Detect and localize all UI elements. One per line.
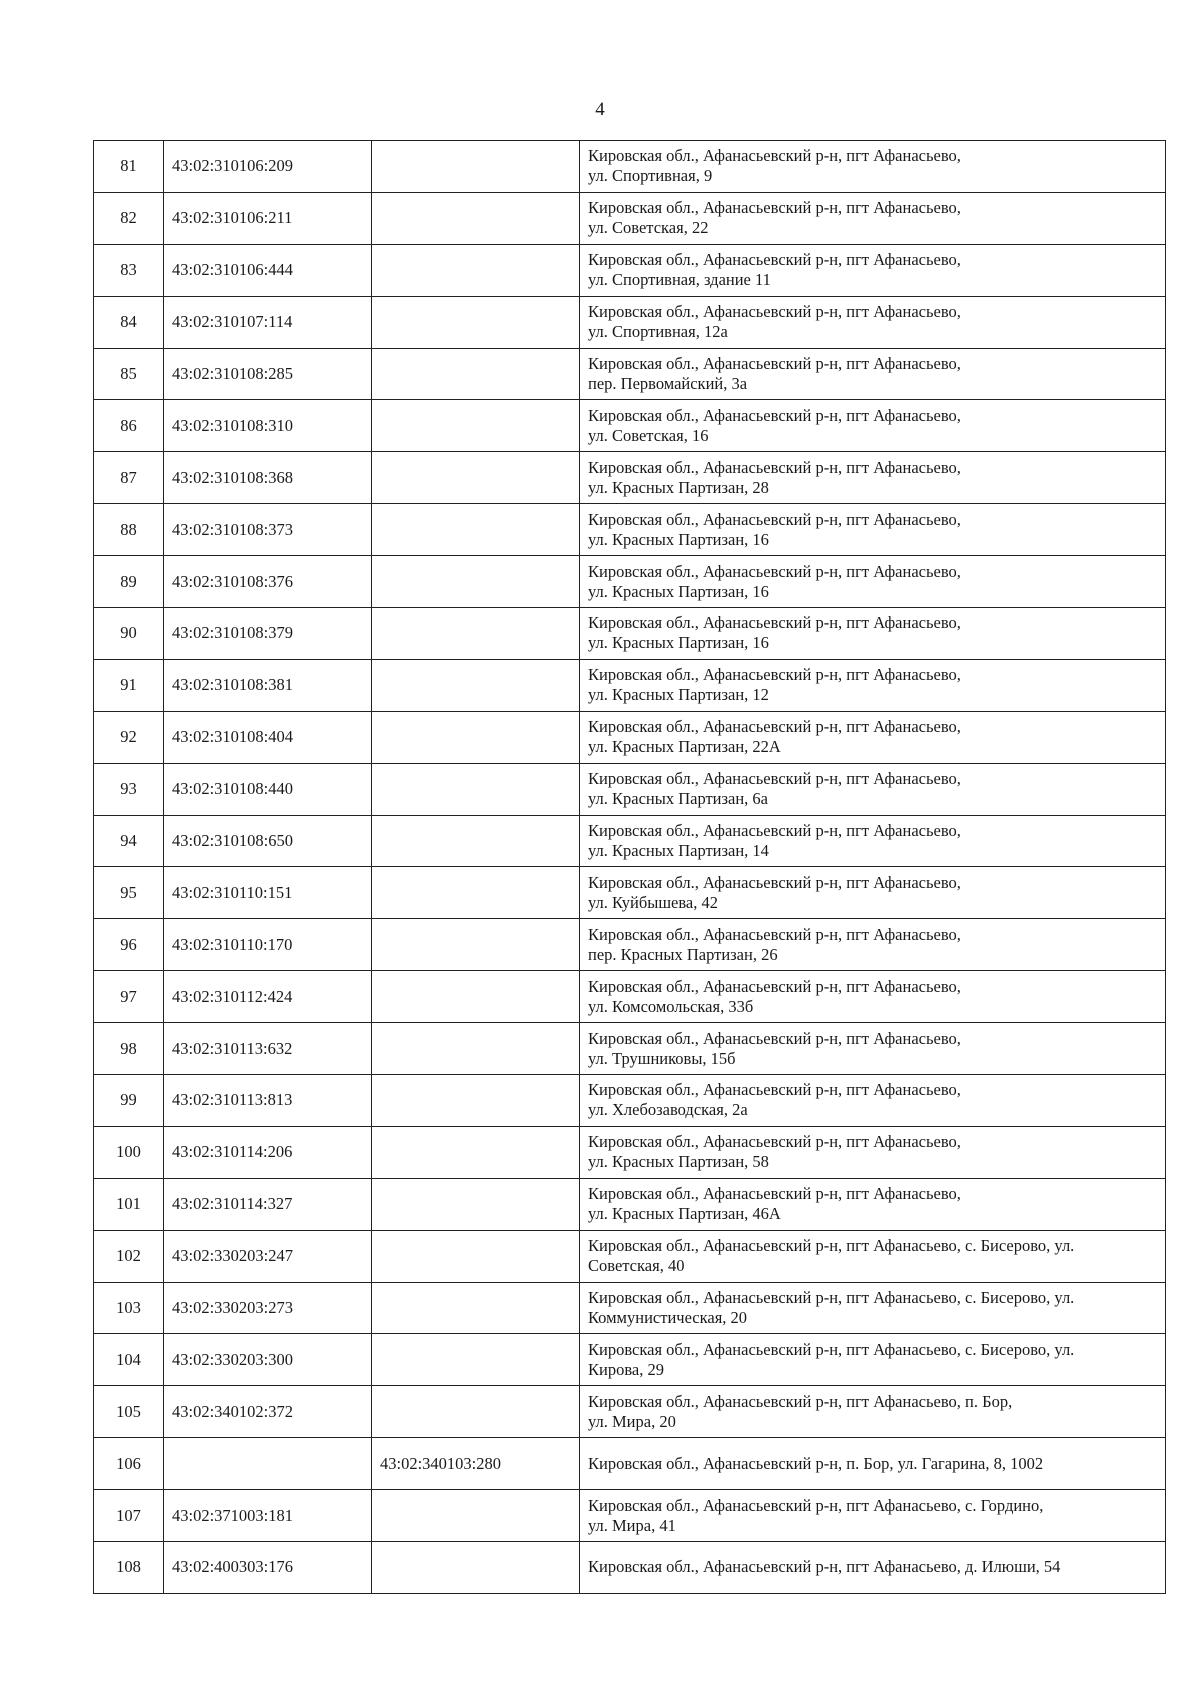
address-line: Советская, 40 [588,1256,685,1276]
row-number-cell: 83 [94,244,164,296]
address-line: ул. Хлебозаводская, 2а [588,1100,748,1120]
row-number-cell: 99 [94,1075,164,1127]
cadastral-number-cell [164,1438,372,1490]
table-row [94,1075,1166,1127]
address-line: пер. Первомайский, 3а [588,374,748,393]
address-line: ул. Мира, 41 [588,1515,676,1535]
table-row [94,296,1166,348]
cadastral-number-cell: 43:02:310106:211 [164,192,372,244]
table-row [94,1230,1166,1282]
secondary-cadastral-number-cell [372,1334,580,1386]
cadastral-number-cell: 43:02:310114:206 [164,1126,372,1178]
address-line: Кировская обл., Афанасьевский р-н, пгт Афанасьево, [588,146,961,166]
cadastral-number-cell: 43:02:310108:310 [164,400,372,452]
cadastral-number-cell: 43:02:310108:650 [164,815,372,867]
secondary-cadastral-number-cell [372,1178,580,1230]
row-number-cell: 108 [94,1542,164,1594]
address-cell [580,1178,1166,1230]
cadastral-number-cell: 43:02:310114:327 [164,1178,372,1230]
row-number-cell: 103 [94,1282,164,1334]
table-row [94,244,1166,296]
address-cell [580,1023,1166,1075]
address-line: ул. Красных Партизан, 58 [588,1152,769,1172]
table-row [94,192,1166,244]
cadastral-number-cell: 43:02:310106:444 [164,244,372,296]
registry-table [93,140,1166,1594]
cadastral-number-cell: 43:02:400303:176 [164,1542,372,1594]
address-line: Кировская обл., Афанасьевский р-н, пгт Афанасьево, с. Бисерово, ул. [588,1236,1075,1256]
address-line: Кировская обл., Афанасьевский р-н, пгт Афанасьево, [588,354,961,373]
address-cell [580,919,1166,971]
table-row [94,1438,1166,1490]
row-number-cell: 86 [94,400,164,452]
table-row [94,400,1166,452]
address-cell [580,1282,1166,1334]
table-row [94,1282,1166,1334]
address-line: ул. Куйбышева, 42 [588,892,719,912]
row-number-cell: 89 [94,556,164,608]
row-number-cell: 100 [94,1126,164,1178]
row-number-cell: 104 [94,1334,164,1386]
table-row [94,348,1166,400]
row-number-cell: 87 [94,452,164,504]
address-line: Коммунистическая, 20 [588,1308,748,1328]
address-cell [580,244,1166,296]
address-cell [580,1438,1166,1490]
secondary-cadastral-number-cell [372,1126,580,1178]
address-line: Кировская обл., Афанасьевский р-н, пгт Афанасьево, [588,1184,961,1204]
address-cell [580,815,1166,867]
secondary-cadastral-number-cell [372,1023,580,1075]
table-row [94,1126,1166,1178]
address-line: ул. Красных Партизан, 6а [588,789,769,809]
address-line: ул. Спортивная, 12а [588,322,728,342]
cadastral-number-cell: 43:02:371003:181 [164,1490,372,1542]
address-line: ул. Красных Партизан, 46А [588,1204,781,1224]
address-cell [580,1126,1166,1178]
table-row [94,1023,1166,1075]
secondary-cadastral-number-cell [372,763,580,815]
cadastral-number-cell: 43:02:330203:273 [164,1282,372,1334]
secondary-cadastral-number-cell [372,711,580,763]
address-line: ул. Красных Партизан, 16 [588,633,769,653]
address-line: Кировская обл., Афанасьевский р-н, пгт Афанасьево, [588,717,961,737]
address-line: Кировская обл., Афанасьевский р-н, пгт Афанасьево, [588,509,961,529]
secondary-cadastral-number-cell [372,244,580,296]
address-line: ул. Красных Партизан, 22А [588,737,781,757]
row-number-cell: 96 [94,919,164,971]
table-row [94,659,1166,711]
table-row [94,867,1166,919]
table-row [94,1542,1166,1594]
secondary-cadastral-number-cell [372,608,580,660]
table-row [94,1334,1166,1386]
address-cell [580,1490,1166,1542]
address-cell [580,1386,1166,1438]
address-cell [580,1334,1166,1386]
table-row [94,763,1166,815]
address-line: Кировская обл., Афанасьевский р-н, пгт Афанасьево, [588,924,961,944]
address-line: Кировская обл., Афанасьевский р-н, пгт Афанасьево, с. Бисерово, ул. [588,1339,1075,1359]
address-line: Кировская обл., Афанасьевский р-н, пгт Афанасьево, [588,561,961,581]
secondary-cadastral-number-cell [372,504,580,556]
row-number-cell: 97 [94,971,164,1023]
cadastral-number-cell: 43:02:310108:379 [164,608,372,660]
row-number-cell: 94 [94,815,164,867]
address-cell [580,296,1166,348]
address-cell [580,763,1166,815]
table-row [94,452,1166,504]
secondary-cadastral-number-cell [372,1230,580,1282]
address-cell [580,348,1166,400]
table-row [94,1490,1166,1542]
cadastral-number-cell: 43:02:310110:170 [164,919,372,971]
address-line: Кировская обл., Афанасьевский р-н, пгт Афанасьево, [588,976,961,996]
address-line: Кировская обл., Афанасьевский р-н, пгт Афанасьево, [588,405,961,425]
table-row [94,1178,1166,1230]
address-line: Кировская обл., Афанасьевский р-н, пгт Афанасьево, [588,302,961,322]
registry-table-body [94,141,1166,1594]
row-number-cell: 82 [94,192,164,244]
cadastral-number-cell: 43:02:310108:404 [164,711,372,763]
secondary-cadastral-number-cell [372,192,580,244]
address-cell [580,192,1166,244]
address-cell [580,1075,1166,1127]
address-line: Кировская обл., Афанасьевский р-н, пгт Афанасьево, [588,1132,961,1152]
row-number-cell: 85 [94,348,164,400]
address-cell [580,867,1166,919]
address-line: Кировская обл., Афанасьевский р-н, пгт Афанасьево, п. Бор, [588,1391,1013,1411]
address-line: Кировская обл., Афанасьевский р-н, п. Бор, ул. Гагарина, 8, 1002 [588,1453,1044,1473]
cadastral-number-cell: 43:02:310108:373 [164,504,372,556]
address-cell [580,556,1166,608]
row-number-cell: 101 [94,1178,164,1230]
address-line: Кировская обл., Афанасьевский р-н, пгт Афанасьево, [588,1028,961,1048]
cadastral-number-cell: 43:02:310106:209 [164,141,372,193]
cadastral-number-cell: 43:02:330203:300 [164,1334,372,1386]
cadastral-number-cell: 43:02:310108:285 [164,348,372,400]
cadastral-number-cell: 43:02:310108:440 [164,763,372,815]
address-line: Кировская обл., Афанасьевский р-н, пгт Афанасьево, [588,1080,961,1100]
table-row [94,504,1166,556]
table-row [94,919,1166,971]
row-number-cell: 81 [94,141,164,193]
address-line: Кировская обл., Афанасьевский р-н, пгт Афанасьево, д. Илюши, 54 [588,1557,1061,1577]
secondary-cadastral-number-cell [372,556,580,608]
address-line: ул. Трушниковы, 15б [588,1048,736,1068]
address-line: ул. Красных Партизан, 12 [588,685,769,705]
address-cell [580,1230,1166,1282]
address-cell [580,971,1166,1023]
secondary-cadastral-number-cell [372,1386,580,1438]
address-line: Кировская обл., Афанасьевский р-н, пгт Афанасьево, с. Бисерово, ул. [588,1288,1075,1308]
cadastral-number-cell: 43:02:330203:247 [164,1230,372,1282]
cadastral-number-cell: 43:02:340102:372 [164,1386,372,1438]
table-row [94,711,1166,763]
cadastral-number-cell: 43:02:310113:632 [164,1023,372,1075]
secondary-cadastral-number-cell [372,659,580,711]
cadastral-number-cell: 43:02:310110:151 [164,867,372,919]
cadastral-number-cell: 43:02:310108:381 [164,659,372,711]
secondary-cadastral-number-cell [372,1542,580,1594]
address-cell [580,608,1166,660]
row-number-cell: 88 [94,504,164,556]
cadastral-number-cell: 43:02:310112:424 [164,971,372,1023]
address-line: Кировская обл., Афанасьевский р-н, пгт Афанасьево, [588,457,961,477]
address-line: ул. Мира, 20 [588,1411,676,1431]
page-number: 4 [595,99,605,120]
address-cell [580,659,1166,711]
address-line: ул. Красных Партизан, 16 [588,581,769,601]
secondary-cadastral-number-cell [372,971,580,1023]
secondary-cadastral-number-cell [372,1075,580,1127]
table-row [94,1386,1166,1438]
row-number-cell: 106 [94,1438,164,1490]
row-number-cell: 105 [94,1386,164,1438]
address-line: Кировская обл., Афанасьевский р-н, пгт Афанасьево, [588,769,961,789]
address-line: Кирова, 29 [588,1359,664,1379]
row-number-cell: 92 [94,711,164,763]
secondary-cadastral-number-cell [372,296,580,348]
cadastral-number-cell: 43:02:310107:114 [164,296,372,348]
secondary-cadastral-number-cell [372,400,580,452]
address-line: Кировская обл., Афанасьевский р-н, пгт Афанасьево, с. Гордино, [588,1495,1044,1515]
address-line: ул. Спортивная, 9 [588,166,713,186]
secondary-cadastral-number-cell [372,1490,580,1542]
address-cell [580,1542,1166,1594]
address-line: ул. Советская, 16 [588,425,709,445]
secondary-cadastral-number-cell [372,452,580,504]
address-line: Кировская обл., Афанасьевский р-н, пгт Афанасьево, [588,872,961,892]
secondary-cadastral-number-cell [372,815,580,867]
row-number-cell: 98 [94,1023,164,1075]
address-line: Кировская обл., Афанасьевский р-н, пгт Афанасьево, [588,613,961,633]
cadastral-number-cell: 43:02:310108:376 [164,556,372,608]
table-row [94,556,1166,608]
table-row [94,608,1166,660]
row-number-cell: 84 [94,296,164,348]
address-cell [580,452,1166,504]
address-cell [580,400,1166,452]
address-cell [580,504,1166,556]
address-line: ул. Советская, 22 [588,218,709,238]
secondary-cadastral-number-cell [372,1282,580,1334]
address-cell [580,711,1166,763]
row-number-cell: 93 [94,763,164,815]
secondary-cadastral-number-cell [372,867,580,919]
address-line: ул. Красных Партизан, 28 [588,477,769,497]
address-line: пер. Красных Партизан, 26 [588,944,778,964]
address-line: ул. Комсомольская, 33б [588,996,754,1016]
row-number-cell: 102 [94,1230,164,1282]
address-line: Кировская обл., Афанасьевский р-н, пгт Афанасьево, [588,198,961,218]
address-line: ул. Спортивная, здание 11 [588,270,771,290]
cadastral-number-cell: 43:02:310113:813 [164,1075,372,1127]
secondary-cadastral-number-cell [372,141,580,193]
row-number-cell: 90 [94,608,164,660]
row-number-cell: 107 [94,1490,164,1542]
table-row [94,141,1166,193]
row-number-cell: 95 [94,867,164,919]
row-number-cell: 91 [94,659,164,711]
address-line: Кировская обл., Афанасьевский р-н, пгт Афанасьево, [588,665,961,685]
secondary-cadastral-number-cell [372,348,580,400]
address-line: ул. Красных Партизан, 16 [588,529,769,549]
address-line: Кировская обл., Афанасьевский р-н, пгт Афанасьево, [588,821,961,841]
address-line: ул. Красных Партизан, 14 [588,841,769,861]
address-cell [580,141,1166,193]
cadastral-number-cell: 43:02:310108:368 [164,452,372,504]
secondary-cadastral-number-cell [372,919,580,971]
table-row [94,815,1166,867]
address-line: Кировская обл., Афанасьевский р-н, пгт Афанасьево, [588,250,961,270]
secondary-cadastral-number-cell: 43:02:340103:280 [372,1438,580,1490]
table-row [94,971,1166,1023]
